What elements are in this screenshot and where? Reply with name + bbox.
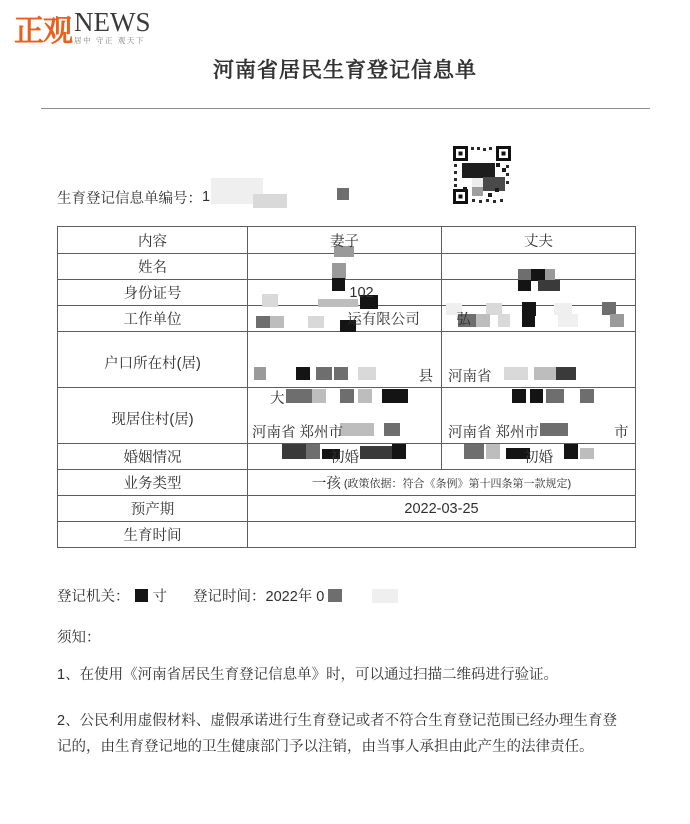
redaction-block [384, 423, 400, 436]
table-row [58, 306, 636, 332]
cell-business-type-value [248, 470, 636, 496]
title-divider [41, 108, 650, 109]
brand-logo-mark: 正观 [14, 14, 72, 49]
cell-value-workplace-wife: 运有限公司 [347, 312, 420, 328]
table-row [58, 332, 636, 388]
row-label-text: 现居住村(居) [111, 411, 194, 428]
cell-id-wife [248, 280, 442, 306]
redaction-block [253, 194, 287, 208]
business-type-policy-note: (政策依据：符合《条例》第十四条第一款规定) [343, 477, 572, 490]
cell-value-household-wife-line2: 大 [270, 390, 285, 407]
notice-item-2: 2、公民利用虚假材料、虚假承诺进行生育登记或者不符合生育登记范围已经办理生育登记的，由生育登记地的卫生健康部门予以注销，由当事人承担由此产生的法律责任。 [57, 713, 617, 755]
redaction-block [522, 314, 535, 327]
header-label-husband: 丈夫 [524, 233, 553, 250]
cell-birth-time-value [248, 522, 636, 548]
row-label-business-type: 业务类型 [58, 470, 248, 496]
redaction-block [296, 367, 310, 380]
cell-marital-wife: 初婚 [248, 444, 442, 470]
qr-code-icon [450, 143, 514, 207]
row-label-text: 户口所在村(居) [104, 355, 201, 372]
cell-value-current-husband-suffix: 市 [614, 424, 629, 441]
header-cell-content: 内容 [58, 227, 248, 254]
brand-tagline: 居中 守正 观天下 [74, 36, 146, 45]
table-row [58, 496, 636, 522]
cell-workplace-husband [442, 306, 636, 332]
cell-current-husband [442, 388, 636, 444]
redaction-block [476, 314, 490, 327]
cell-household-wife [248, 332, 442, 407]
header-label-wife: 妻子 [330, 233, 359, 250]
redaction-block [270, 316, 284, 328]
business-type-main: 一孩 [311, 476, 341, 492]
registration-meta-line [57, 585, 398, 606]
cell-value-workplace-husband: 弘 [456, 312, 471, 328]
registration-agency-value: 寸 [152, 589, 167, 605]
registration-agency-label: 登记机关： [57, 589, 130, 605]
cell-name-wife [248, 254, 442, 280]
cell-due-date-value: 2022-03-25 [248, 496, 636, 522]
row-label-id-number: 身份证号 [58, 280, 248, 306]
redaction-block [498, 314, 510, 327]
header-cell-wife [248, 227, 442, 254]
redaction-block [534, 367, 556, 380]
redaction-block [540, 423, 568, 436]
redaction-block [556, 367, 576, 380]
cell-id-husband [442, 280, 636, 306]
cell-value-household-wife: 县 [418, 368, 433, 385]
serial-number-label: 生育登记信息单编号： [57, 190, 202, 207]
redaction-block [334, 367, 348, 380]
row-label-marital-status: 婚姻情况 [58, 444, 248, 470]
cell-marital-husband: 初婚 [442, 444, 636, 470]
redaction-block [340, 423, 374, 436]
cell-household-husband [442, 332, 636, 388]
registration-time-label: 登记时间： [193, 589, 266, 605]
table-row [58, 522, 636, 548]
redaction-block [332, 263, 346, 279]
redaction-block [372, 589, 398, 603]
redaction-block [337, 188, 349, 200]
table-row [58, 444, 636, 470]
serial-number-line [57, 186, 349, 208]
row-label-household-village [58, 332, 248, 388]
table-row [58, 388, 636, 444]
redaction-block [504, 367, 528, 380]
notice-heading: 须知： [57, 630, 101, 646]
notice-item-1: 1、在使用《河南省居民生育登记信息单》时，可以通过扫描二维码进行验证。 [57, 667, 559, 683]
cell-workplace-wife [248, 306, 442, 332]
redaction-block [358, 367, 376, 380]
row-label-due-date: 预产期 [58, 496, 248, 522]
registration-time-value: 2022年 0 [265, 589, 325, 605]
redaction-block [328, 589, 342, 602]
brand-wordmark: NEWS [74, 7, 151, 37]
header-cell-husband [442, 227, 636, 254]
redaction-block [316, 367, 332, 380]
birth-registration-table [57, 226, 636, 548]
table-header-row [58, 227, 636, 254]
redaction-block [558, 314, 578, 327]
brand-wordmark-group [74, 9, 151, 46]
cell-value-id-wife: 102 [349, 284, 374, 301]
cell-value-household-husband: 河南省 [448, 368, 492, 385]
redaction-block [256, 316, 270, 328]
redaction-block [610, 314, 624, 327]
redaction-block [254, 367, 266, 380]
cell-name-husband [442, 254, 636, 280]
page-title: 河南省居民生育登记信息单 [213, 59, 477, 82]
site-masthead [14, 9, 151, 47]
redaction-block [135, 589, 148, 602]
redaction-block [308, 316, 324, 328]
row-label-birth-time: 生育时间 [58, 522, 248, 548]
cell-value-current-wife: 河南省 郑州市 [252, 424, 344, 441]
table-row [58, 280, 636, 306]
row-label-name: 姓名 [58, 254, 248, 280]
row-label-current-village [58, 388, 248, 444]
row-label-workplace: 工作单位 [58, 306, 248, 332]
serial-number-value: 1 [202, 189, 211, 205]
table-row [58, 254, 636, 280]
table-row [58, 470, 636, 496]
cell-value-current-husband: 河南省 郑州市 [448, 424, 540, 441]
